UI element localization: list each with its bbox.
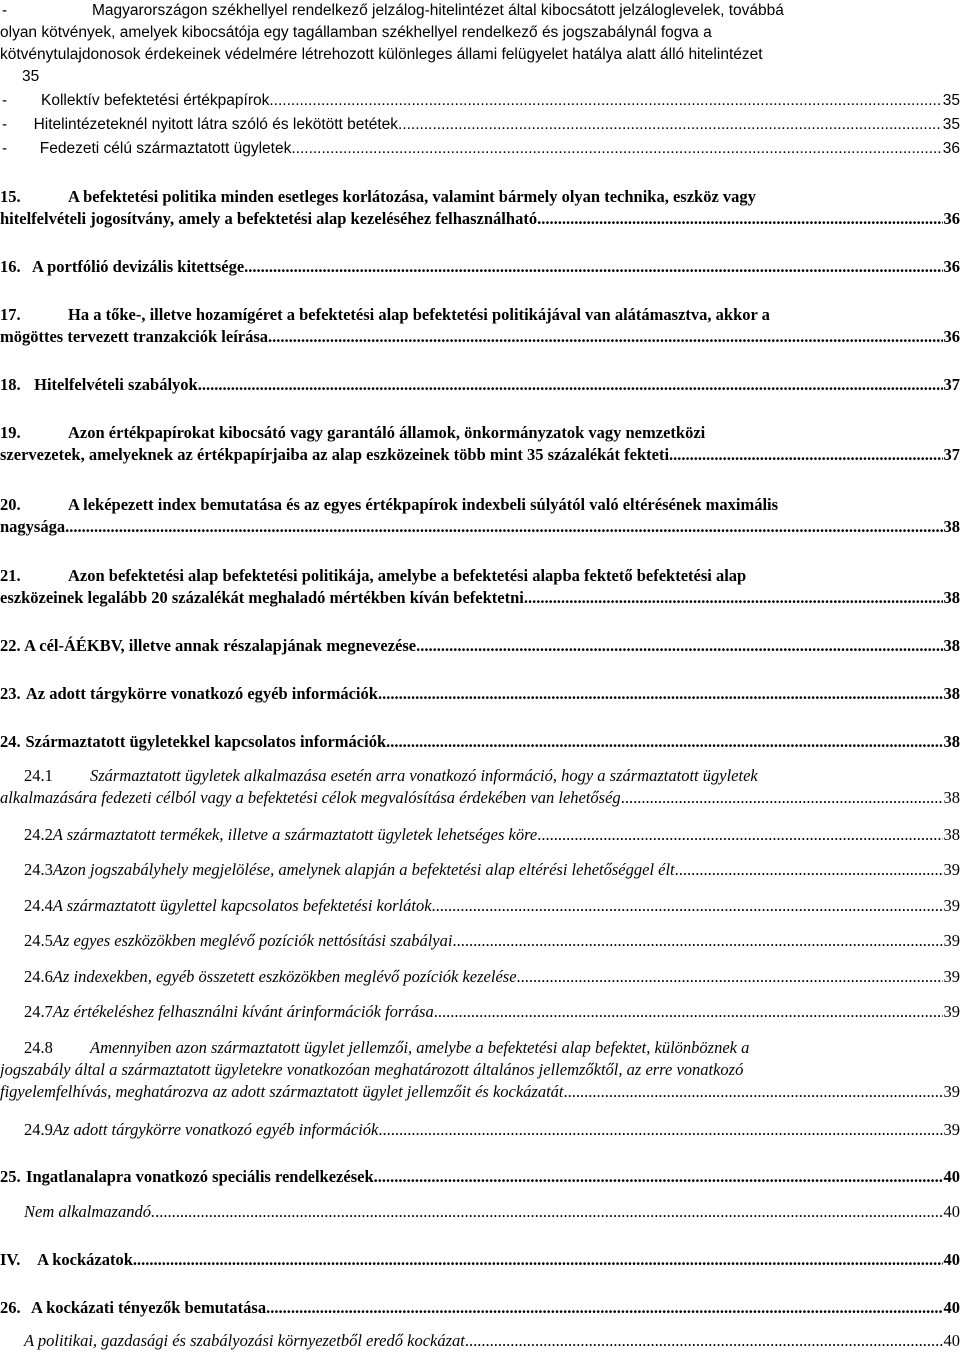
toc-page-number: 38 — [943, 788, 960, 807]
toc-page-number: 39 — [943, 1120, 960, 1139]
toc-leader-dots — [416, 635, 942, 657]
toc-entry-section-19[interactable] — [0, 422, 960, 466]
toc-subsection-number: 24.1 — [24, 766, 53, 785]
toc-leader-dots — [198, 374, 943, 396]
toc-subsection-number: 24.2 — [24, 825, 53, 844]
toc-entry-text: Azon befektetési alap befektetési politikája, amelybe a befektetési alapba fektető befektetési alap — [68, 566, 747, 585]
toc-entry-subsection-24-6[interactable] — [0, 966, 960, 988]
toc-leader-dots — [291, 138, 941, 160]
toc-entry-sec26-note[interactable] — [0, 1330, 960, 1352]
toc-entry-text: mögöttes tervezett tranzakciók leírása — [0, 327, 269, 346]
toc-entry-text: Származtatott ügyletekkel kapcsolatos információk — [25, 732, 387, 751]
toc-entry-text: Azon jogszabályhely megjelölése, amelynek alapján a befektetési alap eltérési lehetőséggel élt — [52, 860, 675, 879]
toc-line — [0, 44, 960, 66]
toc-entry-text: hitelfelvételi jogosítvány, amely a befektetési alap kezeléséhez felhasználható — [0, 209, 538, 228]
toc-leader-dots — [266, 1297, 942, 1319]
toc-page-number: 39 — [943, 896, 960, 915]
toc-page-number: 40 — [943, 1167, 960, 1186]
toc-leader-dots — [378, 1119, 942, 1141]
toc-entry-text: nagysága — [0, 517, 66, 536]
toc-leader-dots — [133, 1249, 943, 1271]
toc-leader-dots — [386, 731, 942, 753]
toc-entry-section-22[interactable] — [0, 635, 960, 657]
toc-leader-dots — [244, 256, 942, 278]
toc-leader-dots — [155, 1201, 942, 1223]
toc-entry-part-iv[interactable] — [0, 1249, 960, 1271]
toc-leader-dots — [537, 208, 942, 230]
toc-entry-subsection-24-7[interactable] — [0, 1001, 960, 1023]
toc-entry-text: figyelemfelhívás, meghatározva az adott származtatott ügylet jellemzőit és kockázatát — [0, 1082, 564, 1101]
toc-entry-text: A származtatott ügylettel kapcsolatos befektetési korlátok — [52, 896, 432, 915]
toc-page-number: 39 — [943, 1002, 960, 1021]
toc-leader-dots — [374, 1166, 943, 1188]
toc-entry-section-16[interactable] — [0, 256, 960, 278]
toc-leader-dots — [537, 824, 942, 846]
toc-page-number: 36 — [943, 257, 960, 276]
toc-subsection-number: 24.6 — [24, 967, 53, 986]
toc-page-number: 38 — [943, 732, 960, 751]
toc-entry-section-23[interactable] — [0, 683, 960, 705]
toc-section-number: 21. — [0, 566, 21, 585]
toc-entry-section-20[interactable] — [0, 494, 960, 538]
toc-entry-text: A politikai, gazdasági és szabályozási környezetből eredő kockázat — [24, 1331, 465, 1350]
toc-entry-text: A befektetési politika minden esetleges korlátozása, valamint bármely olyan technika, eszköz vagy — [68, 187, 756, 206]
toc-page-number: 35 — [22, 68, 40, 85]
toc-page-number: 39 — [943, 860, 960, 879]
toc-entry-text: kötvénytulajdonosok érdekeinek védelmére létrehozott különleges állami felügyelet hatálya alatt álló hitelintézet — [0, 46, 763, 63]
toc-entry-subsection-24-4[interactable] — [0, 895, 960, 917]
toc-section-number: 20. — [0, 495, 21, 514]
toc-page-number: 38 — [943, 684, 960, 703]
toc-entry-subsection-24-2[interactable] — [0, 824, 960, 846]
toc-page-number: 40 — [943, 1250, 960, 1269]
toc-entry-text: A kockázatok — [37, 1250, 133, 1269]
toc-page-number: 35 — [942, 116, 960, 133]
toc-entry-section-26[interactable] — [0, 1297, 960, 1319]
toc-leader-dots — [621, 787, 943, 809]
toc-page-number: 38 — [943, 588, 960, 607]
toc-page-number: 37 — [943, 445, 960, 464]
toc-leader-dots — [675, 859, 943, 881]
toc-leader-dots — [434, 1001, 943, 1023]
toc-section-number: 26. — [0, 1298, 21, 1317]
toc-entry-text: alkalmazására fedezeti célból vagy a befektetési célok megvalósítása érdekében van lehetőség — [0, 788, 621, 807]
toc-entry-text: A kockázati tényezők bemutatása — [30, 1298, 267, 1317]
toc-entry-section-25[interactable] — [0, 1166, 960, 1188]
toc-subsection-number: 24.4 — [24, 896, 53, 915]
toc-leader-dots — [65, 516, 942, 538]
toc-entry-text: Az egyes eszközökben meglévő pozíciók nettósítási szabályai — [52, 931, 453, 950]
toc-entry-text: A származtatott termékek, illetve a származtatott ügyletek lehetséges köre — [52, 825, 538, 844]
toc-line — [0, 22, 960, 44]
toc-entry-dash-item[interactable] — [0, 114, 960, 136]
toc-page-number: 36 — [943, 327, 960, 346]
toc-page-number: 40 — [943, 1331, 960, 1350]
toc-subsection-number: 24.7 — [24, 1002, 53, 1021]
toc-section-number: 25. — [0, 1167, 21, 1186]
list-dash: - — [2, 92, 8, 109]
list-dash: - — [2, 140, 8, 157]
toc-leader-dots — [432, 895, 943, 917]
toc-entry-text: Hitelfelvételi szabályok — [34, 375, 198, 394]
toc-section-number: 17. — [0, 305, 21, 324]
toc-page-number: 36 — [943, 209, 960, 228]
toc-entry-text: Azon értékpapírokat kibocsátó vagy garantáló államok, önkormányzatok vagy nemzetközi — [68, 423, 706, 442]
toc-entry-text: A cél-ÁÉKBV, illetve annak részalapjának megnevezése — [24, 636, 417, 655]
toc-entry-text: Ingatlanalapra vonatkozó speciális rendelkezések — [26, 1167, 374, 1186]
toc-entry-text: Kollektív befektetési értékpapírok — [41, 92, 270, 109]
toc-leader-dots — [669, 444, 942, 466]
toc-page-number: 39 — [943, 931, 960, 950]
toc-entry-subsection-24-5[interactable] — [0, 930, 960, 952]
toc-page-number: 39 — [943, 967, 960, 986]
toc-entry-section-18[interactable] — [0, 374, 960, 396]
toc-subsection-number: 24.9 — [24, 1120, 53, 1139]
toc-line — [0, 66, 960, 88]
toc-entry-section-24[interactable] — [0, 731, 960, 753]
toc-leader-dots — [269, 90, 941, 112]
toc-page-number: 40 — [943, 1202, 960, 1221]
toc-entry-sec25-note[interactable] — [0, 1201, 960, 1223]
toc-entry-text: Magyarországon székhellyel rendelkező jelzálog-hitelintézet által kibocsátott jelzáloglevelek, továbbá — [92, 2, 784, 19]
toc-entry-text: Származtatott ügyletek alkalmazása esetén arra vonatkozó információ, hogy a származtatott ügyletek — [90, 766, 758, 785]
toc-entry-text: A leképezett index bemutatása és az egyes értékpapírok indexbeli súlyától való eltérésének maximális — [68, 495, 779, 514]
toc-section-number: 24. — [0, 732, 21, 751]
toc-entry-text: Az adott tárgykörre vonatkozó egyéb információk — [25, 684, 378, 703]
toc-subsection-number: 24.3 — [24, 860, 53, 879]
toc-entry-text: jogszabály által a származtatott ügyletekre vonatkozóan meghatározott általános jellemzőktől, az erre vonatkozó — [0, 1060, 744, 1079]
toc-entry-text: Amennyiben azon származtatott ügylet jellemzői, amelybe a befektetési alap befektet, különböznek a — [90, 1038, 750, 1057]
toc-entry-text: olyan kötvények, amelyek kibocsátója egy tagállamban székhellyel rendelkező és jogszabálynál fogva a — [0, 24, 712, 41]
toc-entry-text: eszközeinek legalább 20 százalékát meghaladó mértékben kíván befektetni — [0, 588, 524, 607]
toc-entry-subsection-24-9[interactable] — [0, 1119, 960, 1141]
toc-entry-text: Az értékeléshez felhasználni kívánt árinformációk forrása — [52, 1002, 434, 1021]
toc-entry-dash-item[interactable] — [0, 138, 960, 160]
toc-page-number: 35 — [942, 92, 960, 109]
toc-section-number: 23. — [0, 684, 21, 703]
toc-entry-text: Hitelintézeteknél nyitott látra szóló és lekötött betétek — [33, 116, 399, 133]
toc-leader-dots — [398, 114, 942, 136]
toc-line — [0, 0, 960, 22]
toc-section-number: 22. — [0, 636, 21, 655]
toc-entry-mortgage-bonds[interactable] — [0, 0, 960, 88]
toc-leader-dots — [452, 930, 942, 952]
toc-entry-text: Nem alkalmazandó. — [24, 1202, 156, 1221]
toc-entry-section-15[interactable] — [0, 186, 960, 230]
toc-subsection-number: 24.5 — [24, 931, 53, 950]
toc-section-number: 19. — [0, 423, 21, 442]
toc-entry-text: szervezetek, amelyeknek az értékpapírjaiba az alap eszközeinek több mint 35 százalékát fekteti — [0, 445, 670, 464]
toc-page-number: 38 — [943, 636, 960, 655]
toc-page-number: 39 — [943, 1082, 960, 1101]
toc-leader-dots — [564, 1081, 943, 1103]
toc-leader-dots — [524, 587, 943, 609]
toc-section-number: 16. — [0, 257, 21, 276]
toc-leader-dots — [517, 966, 943, 988]
list-dash: - — [2, 2, 8, 19]
toc-entry-text: Az indexekben, egyéb összetett eszközökben meglévő pozíciók kezelése — [52, 967, 517, 986]
toc-entry-subsection-24-1[interactable] — [0, 765, 960, 809]
toc-page-number: 38 — [943, 825, 960, 844]
toc-entry-text: Az adott tárgykörre vonatkozó egyéb információk — [52, 1120, 379, 1139]
toc-page-number: 37 — [943, 375, 960, 394]
toc-entry-dash-item[interactable] — [0, 90, 960, 112]
toc-section-number: 18. — [0, 375, 21, 394]
toc-leader-dots — [465, 1330, 943, 1352]
toc-entry-section-17[interactable] — [0, 304, 960, 348]
toc-entry-subsection-24-3[interactable] — [0, 859, 960, 881]
toc-page-number: 36 — [942, 140, 960, 157]
toc-leader-dots — [268, 326, 942, 348]
toc-entry-subsection-24-8[interactable] — [0, 1037, 960, 1103]
list-dash: - — [2, 116, 8, 133]
toc-subsection-number: 24.8 — [24, 1038, 53, 1057]
toc-entry-section-21[interactable] — [0, 565, 960, 609]
toc-section-number: 15. — [0, 187, 21, 206]
toc-leader-dots — [378, 683, 943, 705]
toc-part-number: IV. — [0, 1250, 21, 1269]
toc-page-number: 38 — [943, 517, 960, 536]
toc-entry-text: A portfólió devizális kitettsége — [31, 257, 245, 276]
toc-page-number: 40 — [943, 1298, 960, 1317]
toc-entry-text: Fedezeti célú származtatott ügyletek — [39, 140, 292, 157]
toc-entry-text: Ha a tőke-, illetve hozamígéret a befektetési alap befektetési politikájával van alátámasztva, akkor a — [68, 305, 770, 324]
